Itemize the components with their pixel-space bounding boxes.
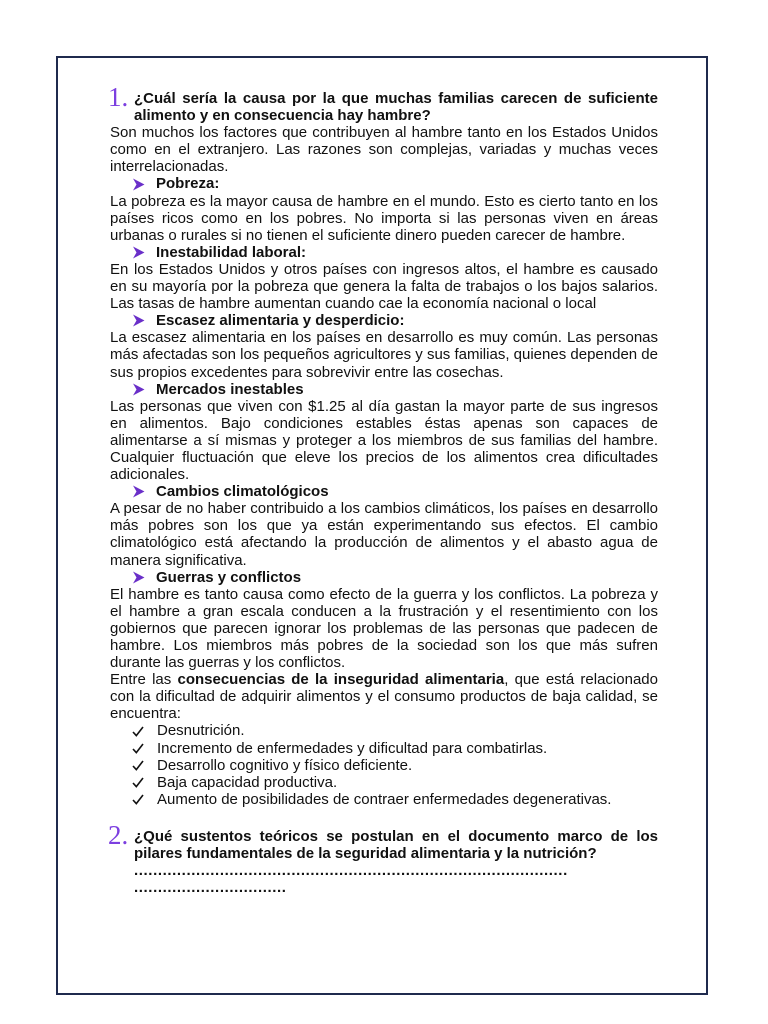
checkmark-icon	[132, 726, 144, 737]
arrowhead-icon	[132, 383, 145, 396]
document-content	[108, 82, 658, 897]
checkmark-icon	[132, 743, 144, 754]
list-item	[110, 722, 658, 739]
list-item	[110, 740, 658, 757]
cause-heading	[110, 312, 658, 329]
cause-heading-label: Mercados inestables	[156, 380, 304, 398]
checkmark-icon	[132, 777, 144, 788]
list-item	[110, 774, 658, 791]
cause-heading	[110, 483, 658, 500]
cause-heading-label: Escasez alimentaria y desperdicio:	[156, 312, 405, 330]
question-text: ¿Cuál sería la causa por la que muchas familias carecen de suficiente alimento y en consecuencia hay hambre?	[134, 90, 658, 125]
cause-heading-label: Cambios climatológicos	[156, 483, 329, 501]
list-item-text: Baja capacidad productiva.	[157, 773, 338, 791]
answer-line[interactable]: ................................	[134, 879, 287, 897]
list-item	[110, 791, 658, 808]
cause-text: En los Estados Unidos y otros países con ingresos altos, el hambre es causado en su mayoría por la pobreza que genera la falta de trabajos o los bajos salarios. Las tasas de hambre aumentan cuando cae la economía nacional o local	[110, 260, 658, 313]
cause-heading-label: Pobreza:	[156, 175, 220, 193]
cause-text: A pesar de no haber contribuido a los cambios climáticos, los países en desarrollo más pobres son los que ya están experimentando sus efectos. El cambio climatológico está afectando la producción de alimentos y el abasto agua de manera significativa.	[110, 500, 658, 569]
question-2	[108, 819, 658, 863]
list-item-text: Desnutrición.	[157, 722, 245, 740]
consequences-intro-start: Entre las	[110, 671, 178, 689]
cause-text: La escasez alimentaria en los países en desarrollo es muy común. Las personas más afectadas son los pequeños agricultores y sus familias, quienes dependen de sus propios excedentes para sobrevivir entre las cosechas.	[110, 329, 658, 381]
question-number: 1.	[108, 82, 129, 112]
cause-heading	[110, 569, 658, 586]
arrowhead-icon	[132, 246, 145, 259]
cause-heading	[110, 244, 658, 261]
cause-heading-label: Inestabilidad laboral:	[156, 243, 307, 261]
question-number: 2.	[108, 819, 129, 850]
list-item	[110, 757, 658, 774]
arrowhead-icon	[132, 571, 145, 584]
cause-heading	[110, 175, 658, 192]
cause-text: La pobreza es la mayor causa de hambre en el mundo. Esto es cierto tanto en los países ricos como en los pobres. No importa si las personas viven en áreas urbanas o rurales si no tienen el suficiente dinero pueden carecer de hambre.	[110, 192, 658, 244]
arrowhead-icon	[132, 485, 145, 498]
list-item-text: Incremento de enfermedades y dificultad para combatirlas.	[157, 739, 548, 757]
consequences-intro-end: , que está relacionado con la dificultad de adquirir alimentos y el consumo productos de baja calidad, se encuentra:	[110, 671, 658, 723]
checkmark-icon	[132, 794, 144, 805]
intro-paragraph: Son muchos los factores que contribuyen al hambre tanto en los Estados Unidos como en el extranjero. Las razones son complejas, variadas y muchas veces interrelacionadas.	[110, 124, 658, 176]
checkmark-icon	[132, 760, 144, 771]
cause-text: Las personas que viven con $1.25 al día gastan la mayor parte de sus ingresos en alimentos. Bajo condiciones estables éstas apenas son capaces de alimentarse a sí mismas y proteger a los miembros de sus familias del hambre. Cualquier fluctuación que eleve los precios de los alimentos crea dificultades adicionales.	[110, 397, 658, 484]
question-text: ¿Qué sustentos teóricos se postulan en el documento marco de los pilares fundamentales de la seguridad alimentaria y la nutrición?	[134, 827, 658, 863]
answer-line[interactable]: ...........................................................................................	[134, 862, 568, 880]
list-item-text: Desarrollo cognitivo y físico deficiente.	[157, 756, 413, 774]
list-item-text: Aumento de posibilidades de contraer enfermedades degenerativas.	[157, 790, 612, 808]
consequences-term: consecuencias de la inseguridad alimentaria	[177, 671, 505, 689]
arrowhead-icon	[132, 314, 145, 327]
consequences-intro	[110, 671, 658, 722]
arrowhead-icon	[132, 178, 145, 191]
cause-heading-label: Guerras y conflictos	[156, 568, 302, 586]
question-1	[108, 82, 658, 125]
cause-heading	[110, 381, 658, 398]
consequences-list	[110, 722, 658, 807]
cause-text: El hambre es tanto causa como efecto de la guerra y los conflictos. La pobreza y el hambre a gran escala conducen a la frustración y el resentimiento con los gobiernos que parecen ignorar los problemas de las personas que padecen de hambre. Los miembros más pobres de la sociedad son los que más sufren durante las guerras y los conflictos.	[110, 585, 658, 672]
